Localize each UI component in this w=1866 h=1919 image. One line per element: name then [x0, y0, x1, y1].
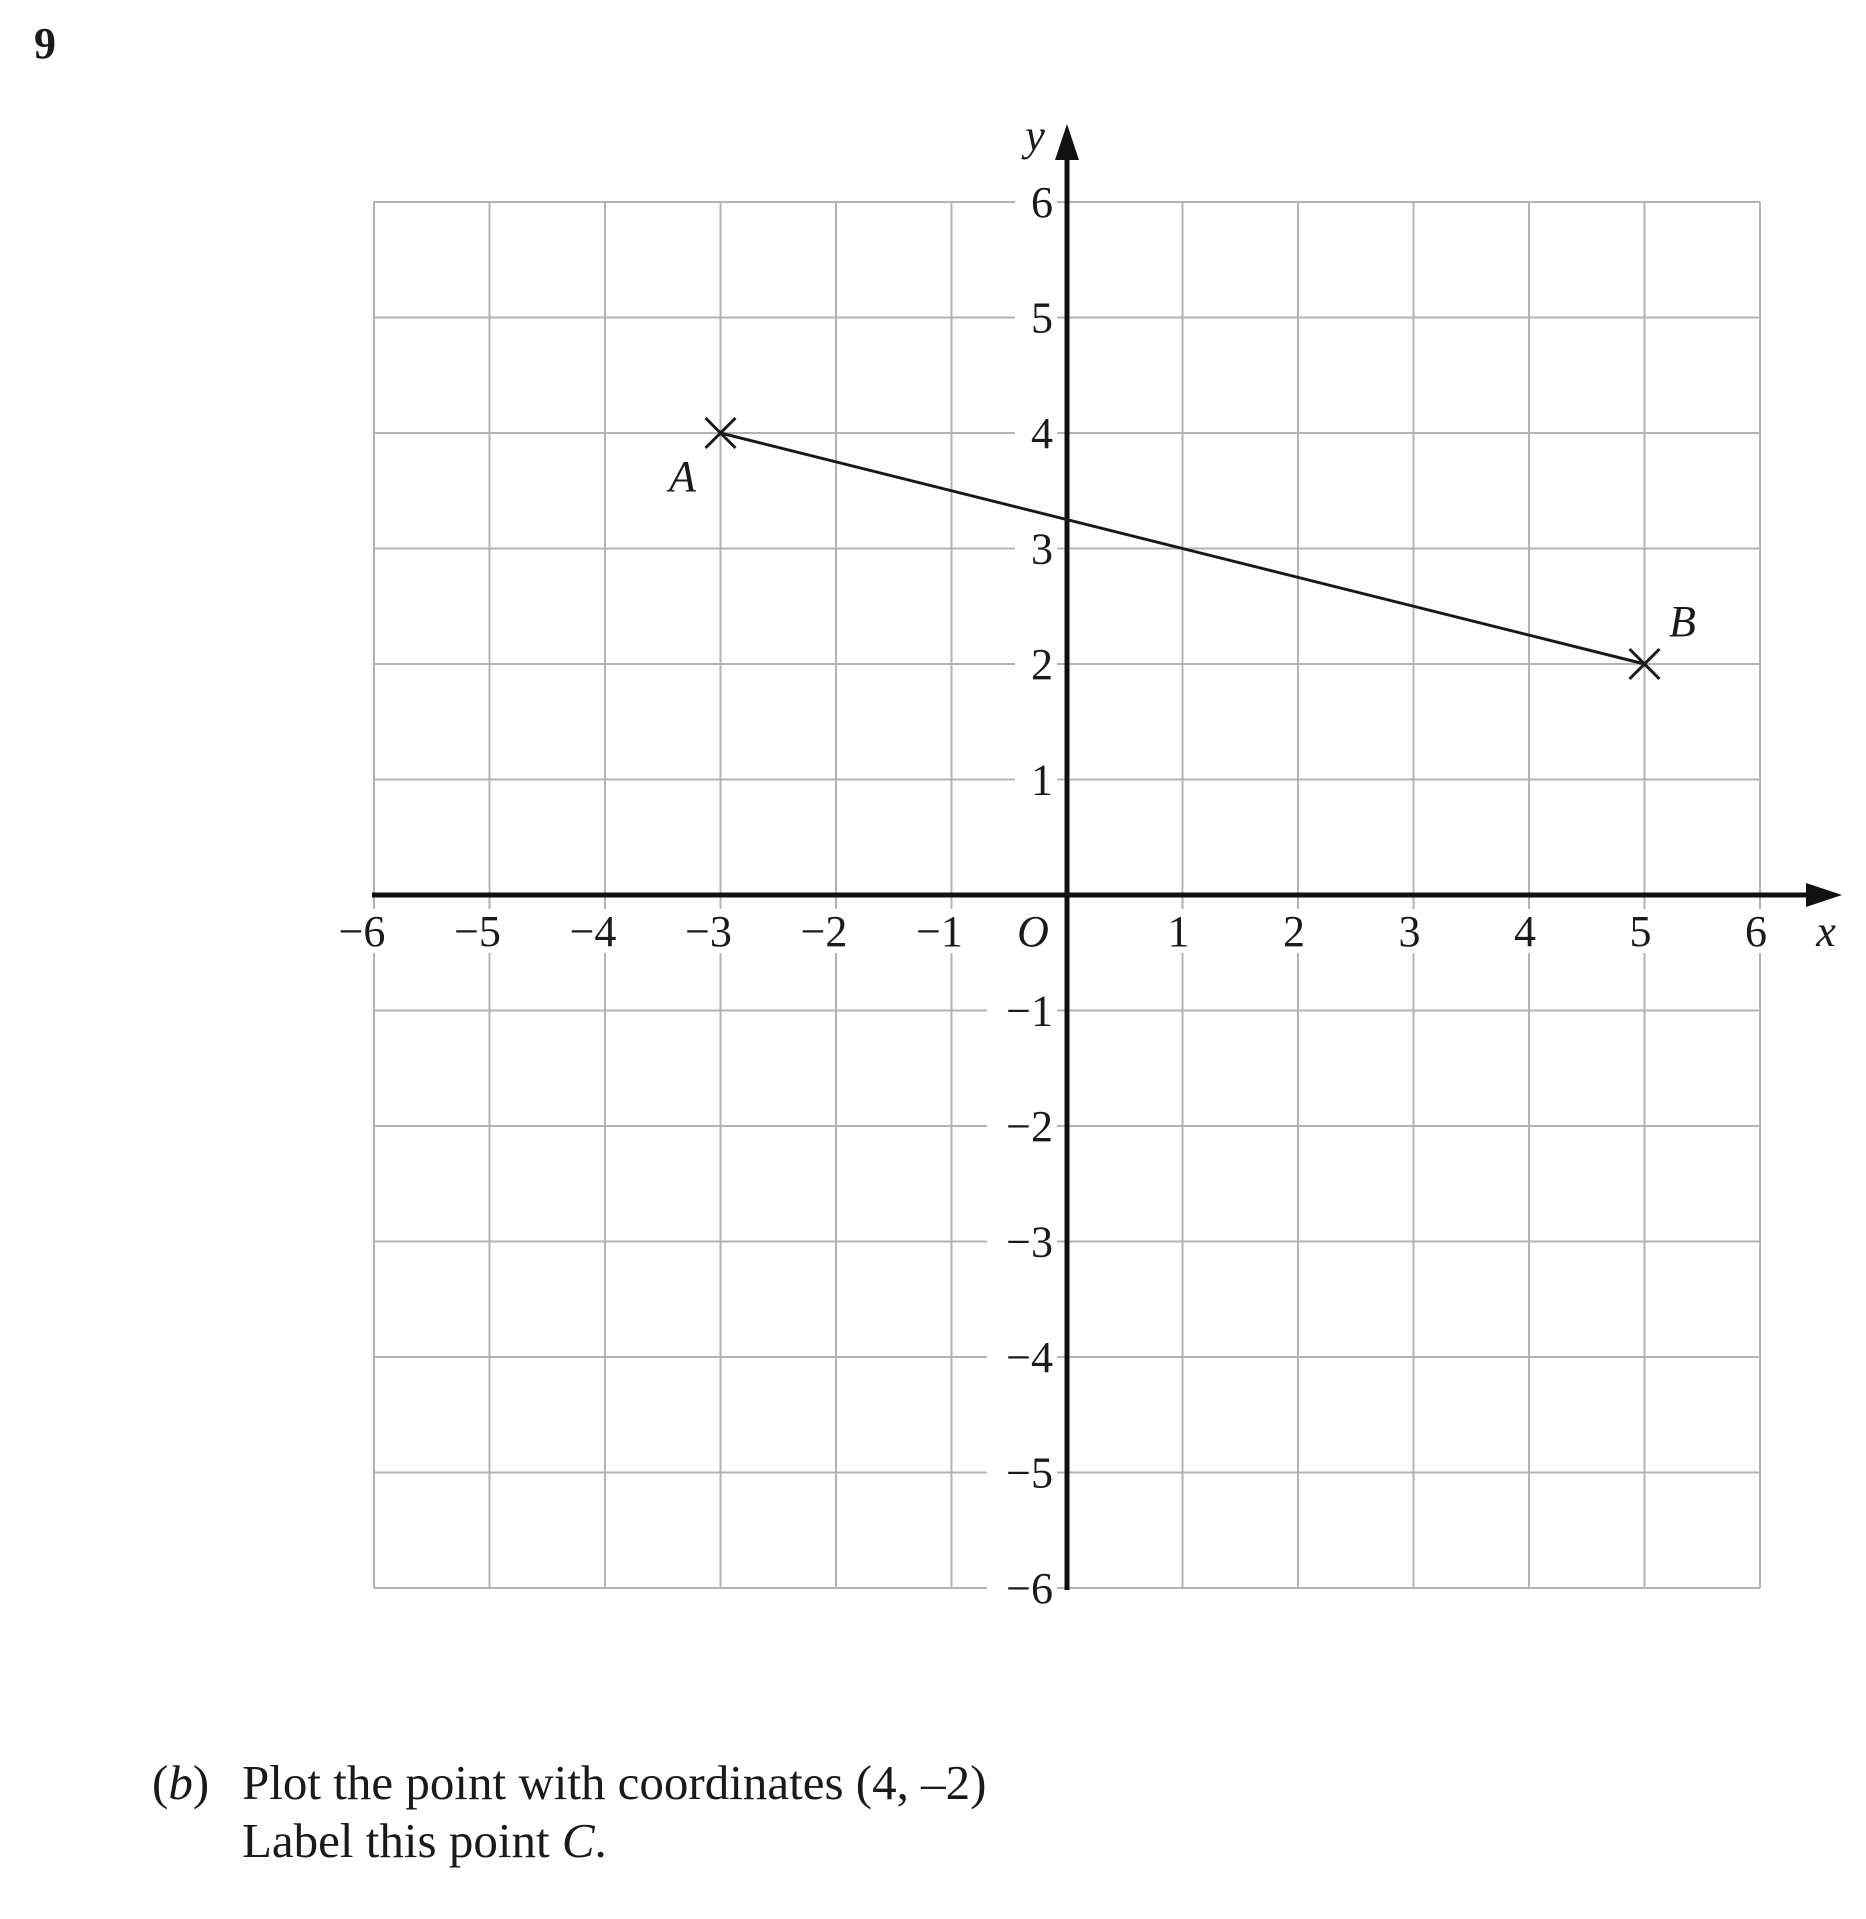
x-tick-label: −2 [800, 907, 848, 956]
part-letter: b [168, 1755, 193, 1810]
x-tick-label: 3 [1398, 907, 1421, 956]
x-tick-label: 5 [1629, 907, 1652, 956]
y-tick-label: −6 [1006, 1564, 1053, 1613]
x-tick-label: 6 [1745, 907, 1767, 956]
point-label-a: A [669, 452, 696, 501]
y-tick-label: −3 [1006, 1217, 1053, 1267]
y-tick-label: −2 [1006, 1102, 1053, 1151]
question-part-b [152, 1754, 986, 1870]
label-point-name: C [561, 1813, 595, 1868]
point-label-b: B [1669, 597, 1696, 646]
question-number: 9 [34, 19, 56, 68]
y-tick-label: 3 [1031, 524, 1053, 574]
y-tick-label: −1 [1006, 986, 1053, 1036]
x-axis-arrow-icon [1806, 883, 1842, 907]
label-instruction-period: . [594, 1813, 607, 1868]
x-tick-label: 4 [1514, 907, 1536, 956]
x-tick-label: −5 [454, 907, 501, 956]
tick-labels [332, 111, 1836, 1613]
y-tick-label: 4 [1031, 409, 1053, 458]
instruction-text: Plot the point with coordinates (4, –2) [242, 1755, 987, 1810]
label-instruction-text: Label this point [242, 1813, 562, 1868]
y-axis-name: y [1025, 111, 1045, 160]
origin-label: O [1017, 907, 1049, 956]
x-tick-label: −3 [685, 907, 732, 956]
part-close-paren: ) [192, 1755, 210, 1810]
y-tick-label: 6 [1031, 178, 1053, 227]
part-open-paren: ( [152, 1755, 169, 1810]
y-tick-label: −5 [1006, 1448, 1053, 1498]
x-tick-label: −4 [569, 907, 617, 956]
y-axis-arrow-icon [1055, 124, 1079, 160]
y-tick-label: 5 [1031, 293, 1053, 343]
x-tick-label: −6 [338, 907, 386, 956]
axes [372, 124, 1842, 1590]
x-axis-name: x [1816, 907, 1836, 956]
y-tick-label: 2 [1031, 640, 1053, 689]
instruction-line-2 [152, 1812, 986, 1870]
instruction-line-1 [152, 1754, 986, 1812]
x-tick-label: 1 [1167, 907, 1190, 956]
x-tick-label: −1 [916, 907, 963, 956]
y-tick-label: 1 [1031, 755, 1053, 805]
x-tick-label: 2 [1283, 907, 1305, 956]
y-tick-label: −4 [1006, 1333, 1053, 1382]
part-label [152, 1754, 242, 1812]
